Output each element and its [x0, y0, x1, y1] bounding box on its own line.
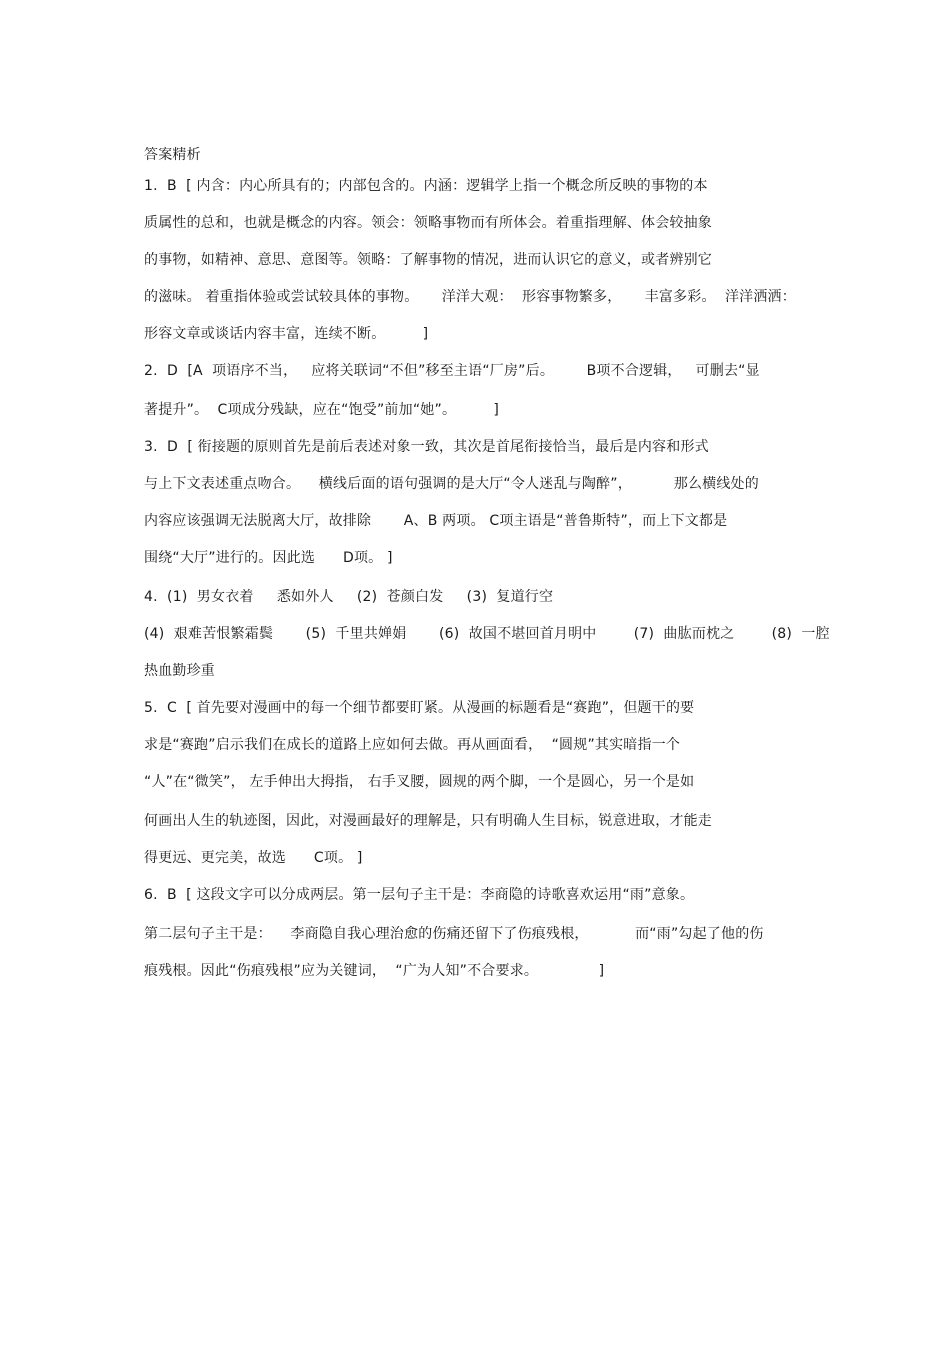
- answer-2-line-1: 2. D [A 项语序不当， 应将关联词“不但”移至主语“厂房”后。 B项不合逻辑， 可删去“显: [144, 363, 760, 379]
- answer-2-line-2: 著提升”。 C项成分残缺，应在“饱受”前加“她”。 ]: [144, 402, 500, 418]
- answer-1-line-5: 形容文章或谈话内容丰富，连续不断。 ]: [144, 326, 429, 342]
- answer-4-line-2: (4) 艰难苦恨繁霜鬓 (5) 千里共婵娟 (6) 故国不堪回首月明中 (7) 曲肱而枕之 (8) 一腔: [144, 626, 830, 642]
- answer-3-line-4: 围绕“大厅”进行的。因此选 D项。 ]: [144, 550, 393, 566]
- answer-5-line-3: “人”在“微笑”， 左手伸出大拇指， 右手叉腰，圆规的两个脚，一个是圆心，另一个是如: [144, 774, 695, 790]
- answer-6-line-2: 第二层句子主干是： 李商隐自我心理治愈的伤痛还留下了伤痕残根， 而“雨”勾起了他的伤: [144, 926, 764, 942]
- answer-1-line-4: 的滋味。 着重指体验或尝试较具体的事物。 洋洋大观： 形容事物繁多， 丰富多彩。 洋洋洒洒：: [144, 289, 796, 305]
- answer-5-line-2: 求是“赛跑”启示我们在成长的道路上应如何去做。再从画面看， “圆规”其实暗指一个: [144, 737, 681, 753]
- answer-4-line-3: 热血勤珍重: [144, 663, 215, 679]
- answer-1-line-3: 的事物，如精神、意思、意图等。领略：了解事物的情况，进而认识它的意义，或者辨别它: [144, 252, 712, 268]
- answer-3-line-2: 与上下文表述重点吻合。 横线后面的语句强调的是大厅“令人迷乱与陶醉”， 那么横线处的: [144, 476, 759, 492]
- answer-6-line-3: 痕残根。因此“伤痕残根”应为关键词， “广为人知”不合要求。 ]: [144, 963, 605, 979]
- answer-3-line-3: 内容应该强调无法脱离大厅，故排除 A、B 两项。 C项主语是“普鲁斯特”，而上下文都是: [144, 513, 728, 529]
- section-heading: 答案精析: [144, 147, 201, 163]
- answer-3-line-1: 3. D [ 衔接题的原则首先是前后表述对象一致，其次是首尾衔接恰当，最后是内容和形式: [144, 439, 709, 455]
- answer-1-line-2: 质属性的总和，也就是概念的内容。领会：领略事物而有所体会。着重指理解、体会较抽象: [144, 215, 712, 231]
- answer-1-line-1: 1. B [ 内含：内心所具有的；内部包含的。内涵：逻辑学上指一个概念所反映的事物的本: [144, 178, 708, 194]
- answer-4-line-1: 4. (1) 男女衣着 悉如外人 (2) 苍颜白发 (3) 复道行空: [144, 589, 554, 605]
- answer-5-line-1: 5. C [ 首先要对漫画中的每一个细节都要盯紧。从漫画的标题看是“赛跑”，但题干的要: [144, 700, 695, 716]
- answer-6-line-1: 6. B [ 这段文字可以分成两层。第一层句子主干是：李商隐的诗歌喜欢运用“雨”意象。: [144, 887, 695, 903]
- answer-5-line-5: 得更远、更完美，故选 C项。 ]: [144, 850, 363, 866]
- answer-5-line-4: 何画出人生的轨迹图，因此，对漫画最好的理解是，只有明确人生目标，锐意进取，才能走: [144, 813, 712, 829]
